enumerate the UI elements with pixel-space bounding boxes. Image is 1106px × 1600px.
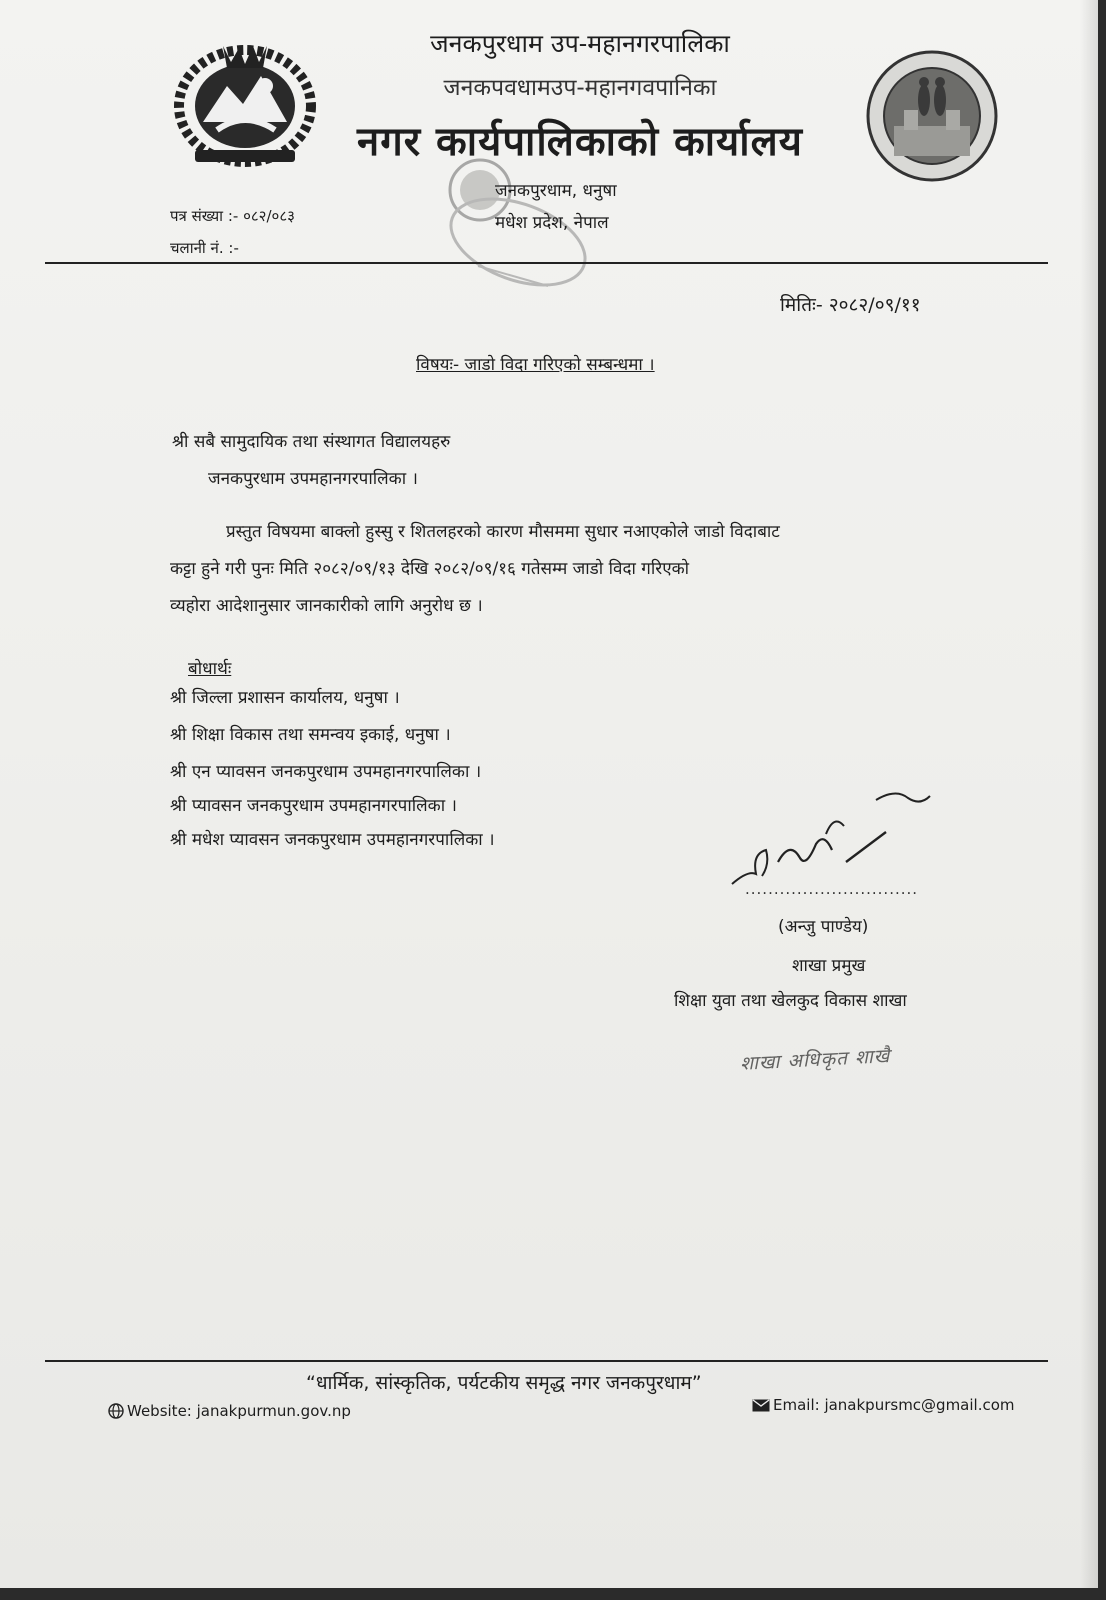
office-address-province: मधेश प्रदेश, नेपाल [495,213,609,233]
body-line: व्यहोरा आदेशानुसार जानकारीको लागि अनुरोध छ । [170,596,483,616]
office-name: नगर कार्यपालिकाको कार्यालय [357,118,803,165]
cc-heading: बोधार्थः [188,659,232,679]
cc-item: श्री प्यावसन जनकपुरधाम उपमहानगरपालिका । [170,796,457,816]
globe-icon [108,1403,124,1419]
branch-stamp: शाखा अधिकृत शाखै [739,1045,891,1075]
signatory-title: शाखा प्रमुख [792,956,866,976]
body-line: कट्टा हुने गरी पुनः मिति २०८२/०९/१३ देखि २०८२/०९/१६ गतेसम्म जाडो विदा गरिएको [170,559,690,579]
cc-item: श्री एन प्यावसन जनकपुरधाम उपमहानगरपालिका । [170,762,482,782]
office-address-city: जनकपुरधाम, धनुषा [495,181,617,201]
signature-line: .............................. [745,880,919,898]
signature-icon [726,784,936,894]
footer-divider [45,1360,1048,1362]
municipality-name-alt: जनकपवधामउप-महानगवपानिका [443,75,717,101]
reference-number: पत्र संख्या :- ०८२/०८३ [170,207,295,225]
signatory-branch: शिक्षा युवा तथा खेलकुद विकास शाखा [674,991,907,1011]
cc-item: श्री जिल्ला प्रशासन कार्यालय, धनुषा । [170,688,400,708]
header-divider [45,262,1048,264]
letter-subject: विषयः- जाडो विदा गरिएको सम्बन्धमा । [416,355,655,375]
municipality-name: जनकपुरधाम उप-महानगरपालिका [430,29,730,58]
page-shadow [1080,0,1098,1588]
signatory-name: (अन्जु पाण्डेय) [778,917,869,937]
janakpur-seal-icon [864,48,1000,184]
footer-email [752,1396,1015,1414]
body-line: प्रस्तुत विषयमा बाक्लो हुस्सु र शितलहरको कारण मौसममा सुधार नआएकोले जाडो विदाबाट [226,522,780,542]
addressee-line: श्री सबै सामुदायिक तथा संस्थागत विद्यालयहरु [172,432,451,452]
dispatch-number: चलानी नं. :- [170,239,239,257]
footer-website [108,1402,351,1420]
addressee-line: जनकपुरधाम उपमहानगरपालिका । [208,469,418,489]
email-text: Email: janakpursmc@gmail.com [773,1396,1015,1414]
website-text: Website: janakpurmun.gov.np [127,1402,351,1420]
cc-item: श्री मधेश प्यावसन जनकपुरधाम उपमहानगरपालिका । [170,830,495,850]
envelope-icon [752,1399,770,1412]
letter-date: मितिः- २०८२/०९/११ [780,294,921,316]
cc-item: श्री शिक्षा विकास तथा समन्वय इकाई, धनुषा । [170,725,451,745]
footer-motto: “धार्मिक, सांस्कृतिक, पर्यटकीय समृद्ध नगर जनकपुरधाम” [306,1372,702,1394]
